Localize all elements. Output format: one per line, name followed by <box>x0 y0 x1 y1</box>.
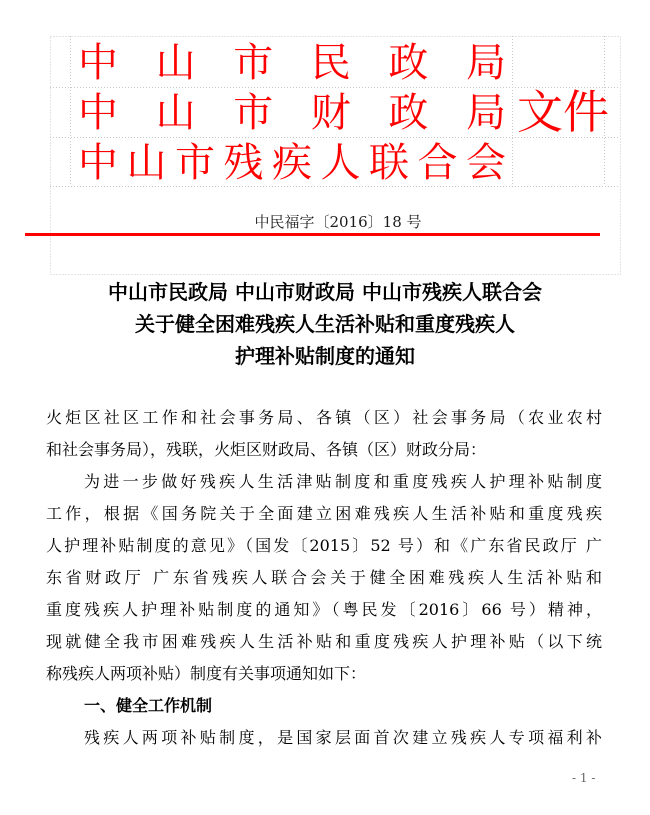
issuer-char: 局 <box>465 40 506 86</box>
document-suffix: 文件 <box>517 85 609 139</box>
recipients-line: 和社会事务局），残联，火炬区财政局、各镇（区）财政分局： <box>46 440 487 459</box>
issuer-char: 民 <box>310 40 351 86</box>
issuer-char: 疾 <box>272 140 312 186</box>
issuer-char: 人 <box>320 140 361 186</box>
issuer-char: 中 <box>78 40 118 86</box>
issuer-char: 合 <box>417 140 458 186</box>
issuer-char: 政 <box>388 90 429 136</box>
issuer-char: 会 <box>466 140 506 186</box>
issuer-char: 市 <box>233 40 274 86</box>
red-separator-rule <box>25 233 600 236</box>
issuer-char: 山 <box>155 90 196 136</box>
issuer-char: 联 <box>369 140 409 186</box>
issuer-char: 市 <box>175 140 215 186</box>
issuer-civil-affairs-bureau <box>78 38 506 88</box>
issuer-char: 局 <box>465 90 506 136</box>
paragraph-line: 重度残疾人护理补贴制度的通知》（粤民发〔2016〕66 号）精神， <box>46 600 602 619</box>
title-line-notice: 护理补贴制度的通知 <box>235 344 415 368</box>
recipients-line: 火炬区社区工作和社会事务局、各镇（区）社会事务局（农业农村 <box>46 408 602 427</box>
issuer-char: 山 <box>126 140 167 186</box>
title-line-issuers: 中山市民政局 中山市财政局 中山市残疾人联合会 <box>108 280 542 304</box>
paragraph-line: 称残疾人两项补贴）制度有关事项通知如下： <box>46 664 367 683</box>
paragraph-line: 现就健全我市困难残疾人生活补贴和重度残疾人护理补贴（以下统 <box>46 632 602 651</box>
issuer-char: 市 <box>233 90 274 136</box>
issuer-char: 残 <box>223 140 264 186</box>
issuer-char: 政 <box>388 40 429 86</box>
document-number: 中民福字〔2016〕18 号 <box>254 213 422 231</box>
issuer-char: 中 <box>78 90 118 136</box>
section-heading: 一、健全工作机制 <box>84 696 213 715</box>
title-line-subject: 关于健全困难残疾人生活补贴和重度残疾人 <box>135 312 515 336</box>
page-number: - 1 - <box>572 771 596 785</box>
paragraph-line: 为进一步做好残疾人生活津贴制度和重度残疾人护理补贴制度 <box>84 472 602 491</box>
issuer-char: 山 <box>155 40 196 86</box>
issuer-disabled-persons-federation <box>78 138 506 188</box>
paragraph-line: 人护理补贴制度的意见》（国发〔2015〕52 号）和《广东省民政厅 广 <box>46 536 602 555</box>
paragraph-line: 残疾人两项补贴制度，是国家层面首次建立残疾人专项福利补 <box>84 728 602 747</box>
issuer-finance-bureau <box>78 88 506 138</box>
paragraph-line: 工作，根据《国务院关于全面建立困难残疾人生活补贴和重度残疾 <box>46 504 602 523</box>
issuer-char: 财 <box>310 90 351 136</box>
paragraph-line: 东省财政厅 广东省残疾人联合会关于健全困难残疾人生活补贴和 <box>46 568 602 587</box>
issuer-char: 中 <box>78 140 118 186</box>
